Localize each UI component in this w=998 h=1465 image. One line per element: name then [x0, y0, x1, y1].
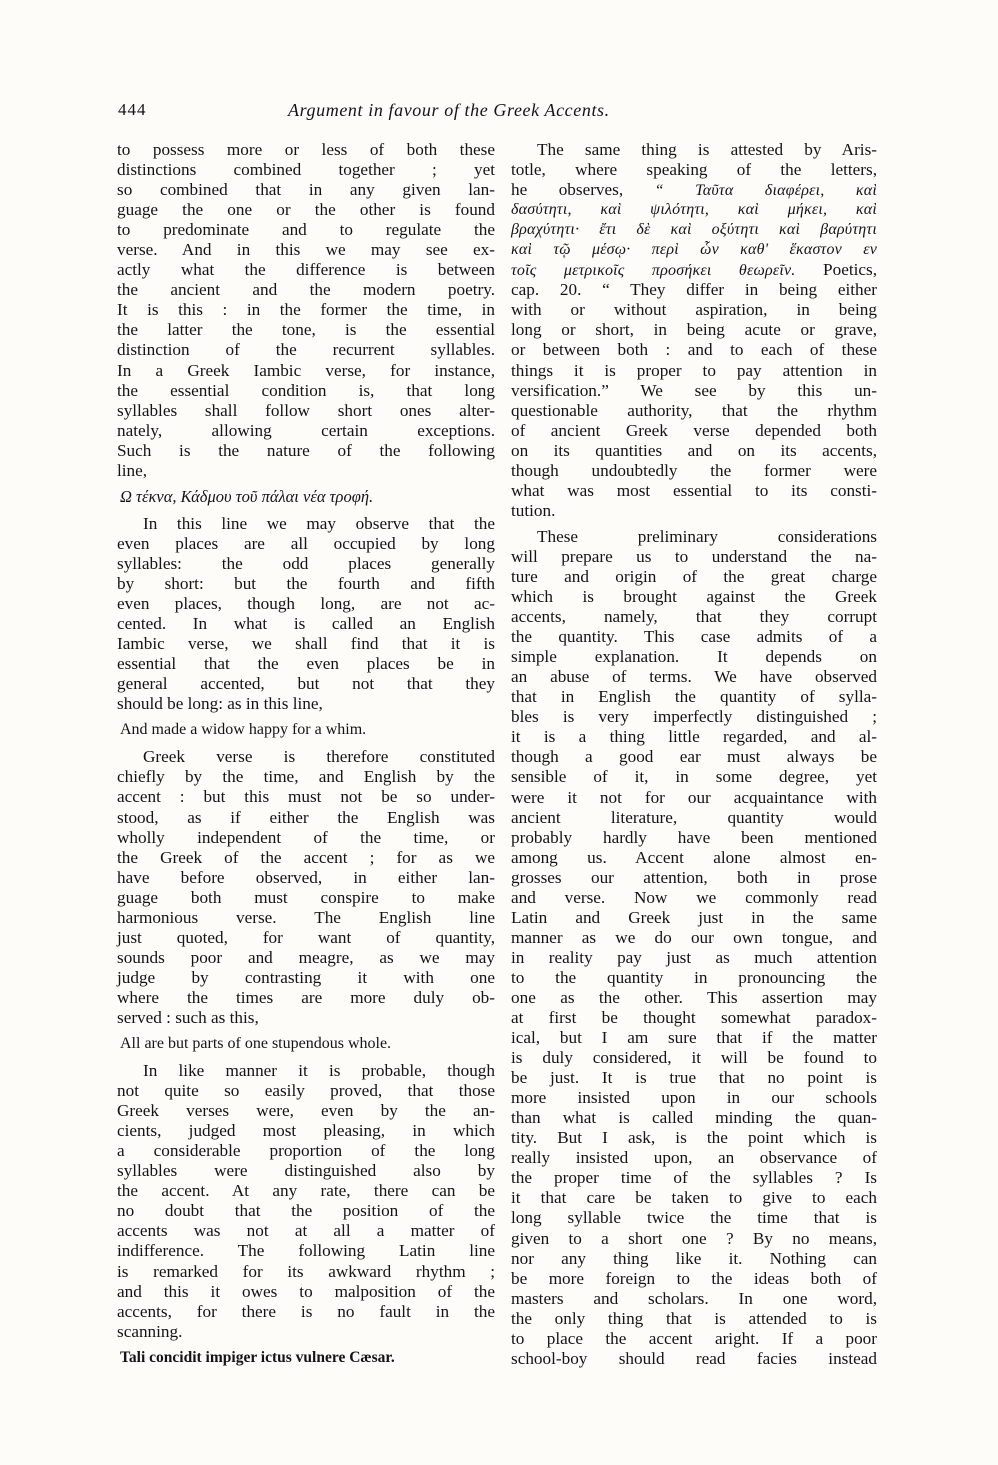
text-line: than what is called minding the quan-: [511, 1108, 877, 1128]
text-line: the essential condition is, that long: [117, 380, 495, 400]
text-line: served : such as this,: [117, 1007, 259, 1027]
text-line: which is brought against the Greek: [511, 587, 877, 607]
text-line: though undoubtedly the former were: [511, 460, 877, 480]
text-line: so combined that in any given lan-: [117, 180, 495, 200]
text-line: not quite so easily proved, that those: [117, 1081, 495, 1101]
text-line: Greek verses were, even by the an-: [117, 1101, 495, 1121]
text-line: wholly independent of the time, or: [117, 827, 495, 847]
text-line: the quantity. This case admits of a: [511, 627, 877, 647]
text-line: tity. But I ask, is the point which is: [511, 1128, 877, 1148]
text-line: school-boy should read facies instead: [511, 1348, 877, 1368]
text-line: more insisted upon in our schools: [511, 1088, 877, 1108]
left-paragraph-1: [117, 140, 495, 481]
text-line: and this it owes to malposition of the: [117, 1281, 495, 1301]
text-line: or between both : and to each of these: [511, 340, 877, 360]
text-line: even places, though long, are not ac-: [117, 594, 495, 614]
text-line: really insisted upon, an observance of: [511, 1148, 877, 1168]
text-line: sensible of it, in some degree, yet: [511, 767, 877, 787]
text-line: καὶ τῷ μέσῳ· περὶ ὧν καθ' ἕκαστον εν: [511, 241, 877, 259]
text-line: cented. In what is called an English: [117, 614, 495, 634]
text-line: in reality pay just as much attention: [511, 947, 877, 967]
text-line: a considerable proportion of the long: [117, 1141, 495, 1161]
text-line: stood, as if either the English was: [117, 807, 495, 827]
english-verse-quote-1: And made a widow happy for a whim.: [120, 721, 367, 739]
text-line: the proper time of the syllables ? Is: [511, 1168, 877, 1188]
left-paragraph-4: [117, 1061, 495, 1342]
text-line: versification.” We see by this un-: [511, 380, 877, 400]
text-line: manner as we do our own tongue, and: [511, 927, 877, 947]
text-line: syllables: the odd places generally: [117, 553, 495, 573]
text-line: sounds poor and meagre, as we may: [117, 947, 495, 967]
right-column: [511, 140, 877, 1369]
page-number: 444: [118, 100, 147, 119]
text-line: Iambic verse, we shall find that it is: [117, 634, 495, 654]
text-line: βραχύτητι· ἔτι δὲ καὶ οξύτητι καὶ βαρύτητι: [511, 221, 877, 239]
right-paragraph-1: [511, 140, 877, 521]
text-line: syllables were distinguished also by: [117, 1161, 495, 1181]
text-line: actly what the difference is between: [117, 260, 495, 280]
text-line: harmonious verse. The English line: [117, 907, 495, 927]
text-line: cients, judged most pleasing, in which: [117, 1121, 495, 1141]
text-line: and verse. Now we commonly read: [511, 887, 877, 907]
text-line: by short: but the fourth and fifth: [117, 573, 495, 593]
text-line: probably hardly have been mentioned: [511, 827, 877, 847]
text-line: verse. And in this we may see ex-: [117, 240, 495, 260]
text-line: scanning.: [117, 1321, 183, 1341]
text-line: ancient literature, quantity would: [511, 807, 877, 827]
text-line: though a good ear must always be: [511, 747, 877, 767]
page-header: [118, 100, 878, 130]
text-line: the accent. At any rate, there can be: [117, 1181, 495, 1201]
text-line: things it is proper to pay attention in: [511, 360, 877, 380]
text-line: Such is the nature of the following: [117, 440, 495, 460]
text-line: will prepare us to understand the na-: [511, 546, 877, 566]
text-line: Greek verse is therefore constituted: [143, 747, 495, 767]
text-line: nor any thing like it. Nothing can: [511, 1248, 877, 1268]
left-paragraph-2: [117, 514, 495, 714]
text-line: he observes, “ Ταῦτα διαφέρει, καὶ: [511, 180, 877, 200]
text-line: given to a short one ? By no means,: [511, 1228, 877, 1248]
text-line: be more foreign to the ideas both of: [511, 1268, 877, 1288]
text-line: accent : but this must not be so under-: [117, 787, 495, 807]
text-line: with or without aspiration, in being: [511, 300, 877, 320]
right-paragraph-2: [511, 527, 877, 1369]
text-line: general accented, but not that they: [117, 674, 495, 694]
text-line: to predominate and to regulate the: [117, 220, 495, 240]
text-line: In a Greek Iambic verse, for instance,: [117, 360, 495, 380]
text-line: nately, allowing certain exceptions.: [117, 420, 495, 440]
text-line: In like manner it is probable, though: [143, 1061, 495, 1081]
text-line: the Greek of the accent ; for as we: [117, 847, 495, 867]
text-line: be just. It is true that no point is: [511, 1068, 877, 1088]
text-line: accents was not at all a matter of: [117, 1221, 495, 1241]
text-line: syllables shall follow short ones alter-: [117, 400, 495, 420]
text-line: to place the accent aright. If a poor: [511, 1328, 877, 1348]
text-line: that in English the quantity of sylla-: [511, 687, 877, 707]
text-line: ture and origin of the great charge: [511, 566, 877, 586]
text-line: In this line we may observe that the: [143, 513, 495, 533]
text-line: chiefly by the time, and English by the: [117, 767, 495, 787]
text-line: at first be thought somewhat paradox-: [511, 1008, 877, 1028]
text-line: guage the one or the other is found: [117, 200, 495, 220]
text-line: line,: [117, 460, 148, 480]
text-line: should be long: as in this line,: [117, 694, 323, 714]
text-line: even places are all occupied by long: [117, 533, 495, 553]
text-line: is duly considered, it will be found to: [511, 1048, 877, 1068]
greek-verse-quote: Ω τέκνα, Κάδμου τοῦ πάλαι νέα τροφή.: [120, 486, 374, 506]
text-line: were it not for our acquaintance with: [511, 787, 877, 807]
left-paragraph-3: [117, 747, 495, 1028]
text-line: questionable authority, that the rhythm: [511, 400, 877, 420]
text-line: judge by contrasting it with one: [117, 967, 495, 987]
text-line: where the times are more duly ob-: [117, 987, 495, 1007]
text-line: δασύτητι, καὶ ψιλότητι, καὶ μήκει, καὶ: [511, 201, 877, 219]
text-line: accents, namely, that they corrupt: [511, 607, 877, 627]
text-line: among us. Accent alone almost en-: [511, 847, 877, 867]
text-line: long syllable twice the time that is: [511, 1208, 877, 1228]
text-line: simple explanation. It depends on: [511, 647, 877, 667]
text-line: just quoted, for want of quantity,: [117, 927, 495, 947]
text-line: τοῖς μετρικοῖς προσήκει θεωρεῖν. Poetics,: [511, 260, 877, 280]
text-line: grosses our attention, both in prose: [511, 867, 877, 887]
text-line: the latter the tone, is the essential: [117, 320, 495, 340]
text-line: the only thing that is attended to is: [511, 1308, 877, 1328]
text-line: what was most essential to its consti-: [511, 480, 877, 500]
text-line: of ancient Greek verse depended both: [511, 420, 877, 440]
text-line: on its quantities and on its accents,: [511, 440, 877, 460]
text-line: distinction of the recurrent syllables.: [117, 340, 495, 360]
text-line: tution.: [511, 500, 556, 520]
text-line: no doubt that the position of the: [117, 1201, 495, 1221]
text-line: Latin and Greek just in the same: [511, 907, 877, 927]
text-line: masters and scholars. In one word,: [511, 1288, 877, 1308]
latin-verse-quote: Tali concidit impiger ictus vulnere Cæsar.: [120, 1348, 395, 1366]
text-line: It is this : in the former the time, in: [117, 300, 495, 320]
text-line: indifference. The following Latin line: [117, 1241, 495, 1261]
text-line: have before observed, in either lan-: [117, 867, 495, 887]
text-line: bles is very imperfectly distinguished ;: [511, 707, 877, 727]
text-line: long or short, in being acute or grave,: [511, 320, 877, 340]
text-line: an abuse of terms. We have observed: [511, 667, 877, 687]
text-line: The same thing is attested by Aris-: [537, 140, 877, 159]
left-column: [117, 140, 495, 1375]
text-line: distinctions combined together ; yet: [117, 160, 495, 180]
text-line: accents, for there is no fault in the: [117, 1301, 495, 1321]
text-line: cap. 20. “ They differ in being either: [511, 280, 877, 300]
text-line: to the quantity in pronouncing the: [511, 967, 877, 987]
text-line: it that care be taken to give to each: [511, 1188, 877, 1208]
text-line: it is a thing little regarded, and al-: [511, 727, 877, 747]
text-line: guage both must conspire to make: [117, 887, 495, 907]
english-verse-quote-2: All are but parts of one stupendous whole.: [120, 1035, 392, 1053]
text-line: is remarked for its awkward rhythm ;: [117, 1261, 495, 1281]
text-line: to possess more or less of both these: [117, 140, 495, 159]
text-line: essential that the even places be in: [117, 654, 495, 674]
text-line: one as the other. This assertion may: [511, 987, 877, 1007]
text-line: These preliminary considerations: [537, 526, 877, 546]
running-title: Argument in favour of the Greek Accents.: [288, 100, 610, 120]
text-line: totle, where speaking of the letters,: [511, 160, 877, 180]
text-line: the ancient and the modern poetry.: [117, 280, 495, 300]
text-line: ical, but I am sure that if the matter: [511, 1028, 877, 1048]
